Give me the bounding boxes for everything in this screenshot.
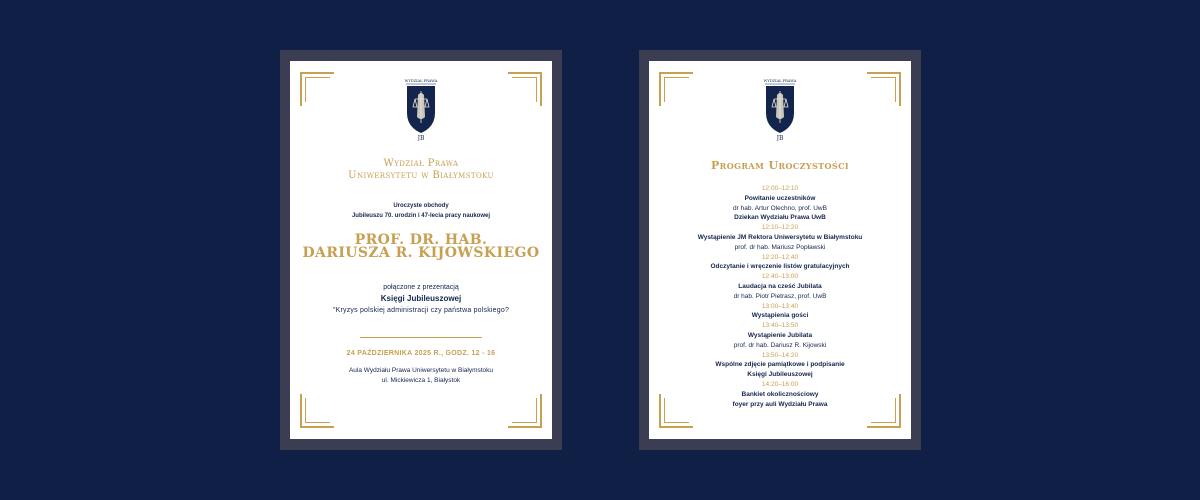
- program-item-line: Odczytanie i wręczenie listów gratulacyjnych: [710, 263, 850, 271]
- faculty-crest-icon: [404, 77, 438, 141]
- program-item-line: Wystąpienia gości: [751, 312, 809, 320]
- combined-with-text: połączone z prezentacją: [383, 284, 459, 291]
- honoree-title: PROF. DR. HAB.: [354, 232, 488, 248]
- program-item-line: dr hab. Piotr Pietrasz, prof. UwB: [733, 292, 827, 300]
- intro-line-1: Uroczyste obchody: [393, 203, 449, 209]
- venue-line-1: Aula Wydziału Prawa Uniwersytetu w Białymstoku: [348, 367, 494, 374]
- ceremony-intro: [290, 201, 552, 221]
- program-item-line: foyer przy auli Wydziału Prawa: [732, 400, 828, 408]
- book-title: "Kryzys polskiej administracji czy państwa polskiego?: [332, 307, 510, 314]
- honoree-name: [290, 234, 552, 260]
- honoree-fullname: DARIUSZA R. KIJOWSKIEGO: [302, 245, 540, 261]
- corner-ornament-bottom-right: [508, 394, 542, 428]
- program-item-line: Księgi Jubileuszowej: [747, 371, 813, 379]
- corner-ornament-bottom-left: [300, 394, 334, 428]
- program-time: 12:00–12:10: [761, 185, 799, 192]
- program-list: [649, 184, 911, 409]
- program-item-line: Wystąpienie JM Rektora Uniwersytetu w Białymstoku: [697, 233, 863, 241]
- program-item-line: dr hab. Artur Olechno, prof. UwB: [733, 204, 827, 212]
- program-item-line: Laudacja na cześć Jubilata: [738, 282, 822, 290]
- program-item-line: Wystąpienie Jubilata: [747, 331, 813, 339]
- crest-label: WYDZIAŁ PRAWA: [404, 79, 438, 83]
- gold-divider: [360, 337, 482, 338]
- faculty-heading: [290, 158, 552, 182]
- program-item-line: prof. dr hab. Dariusz R. Kijowski: [733, 341, 827, 349]
- invitation-page: [290, 61, 552, 439]
- program-item-line: Dziekan Wydziału Prawa UwB: [734, 214, 826, 222]
- intro-line-2: Jubileuszu 70. urodzin i 47-lecia pracy naukowej: [351, 213, 491, 219]
- event-date: 24 PAŹDZIERNIKA 2025 R., GODZ. 12 - 16: [346, 350, 496, 357]
- crest-label: WYDZIAŁ PRAWA: [763, 79, 797, 83]
- program-item-line: Bankiet okolicznościowy: [741, 390, 819, 398]
- corner-ornament-top-left: [300, 72, 334, 106]
- venue-line-2: ul. Mickiewicza 1, Białystok: [381, 377, 461, 384]
- program-time: 12:20–12:40: [761, 253, 799, 261]
- program-time: 14:20–16:00: [761, 380, 799, 388]
- program-item-line: Powitanie uczestników: [744, 194, 816, 202]
- program-page: [649, 61, 911, 439]
- invitation-card: [280, 50, 562, 450]
- event-venue: [290, 366, 552, 386]
- program-time: 13:40–13:50: [761, 322, 799, 330]
- program-item-line: Wspólne zdjęcie pamiątkowe i podpisanie: [715, 361, 845, 369]
- crest-monogram: JB: [417, 135, 425, 141]
- program-time: 13:50–14:20: [761, 351, 799, 359]
- faculty-line-2: Uniwersytetu w Białymstoku: [348, 170, 494, 181]
- program-card: [639, 50, 921, 450]
- corner-ornament-top-right: [867, 72, 901, 106]
- program-time: 13:00–13:40: [761, 302, 799, 310]
- program-time: 12:40–13:00: [761, 273, 799, 281]
- faculty-line-1: Wydział Prawa: [383, 158, 459, 169]
- crest-monogram: JB: [776, 135, 784, 141]
- program-item-line: prof. dr hab. Mariusz Popławski: [734, 243, 826, 251]
- corner-ornament-top-left: [659, 72, 693, 106]
- faculty-crest-icon: [763, 77, 797, 141]
- program-title: Program Uroczystości: [711, 159, 849, 172]
- program-time: 12:10–12:20: [761, 224, 799, 232]
- book-name: Księgi Jubileuszowej: [380, 294, 462, 303]
- corner-ornament-top-right: [508, 72, 542, 106]
